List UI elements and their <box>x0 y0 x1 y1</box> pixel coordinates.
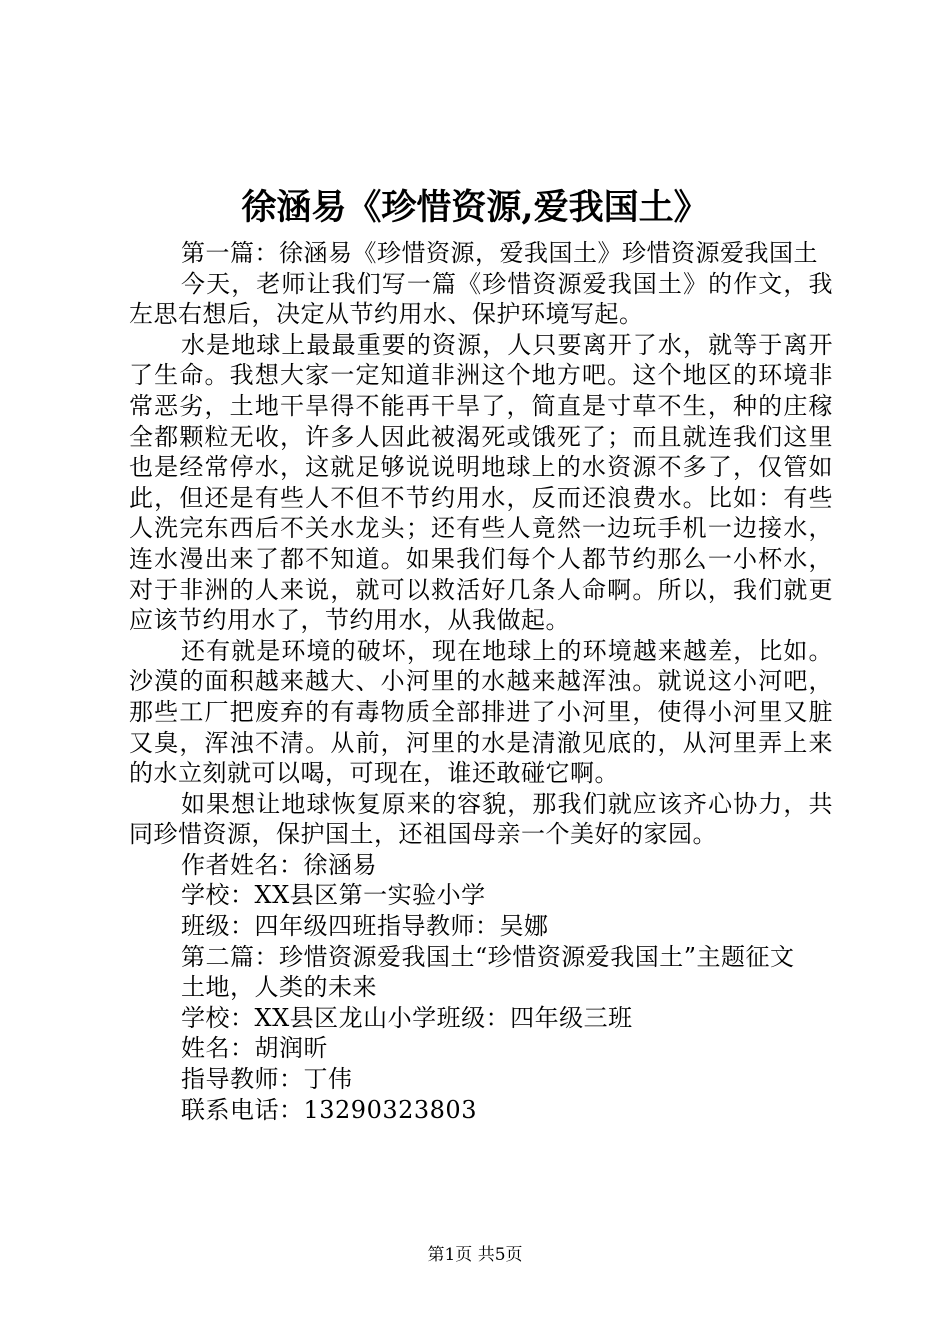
document-title: 徐涵易《珍惜资源,爱我国土》 <box>241 187 709 228</box>
second-school-class: 学校：XX县区龙山小学班级：四年级三班 <box>181 1003 633 1032</box>
second-teacher: 指导教师：丁伟 <box>181 1065 353 1094</box>
page-number-footer: 第1页 共5页 <box>427 1245 523 1265</box>
section-heading-second: 第二篇：珍惜资源爱我国土“珍惜资源爱我国土”主题征文 <box>181 942 795 971</box>
author-school: 学校：XX县区第一实验小学 <box>181 881 486 910</box>
document-body <box>129 238 833 1125</box>
author-class-teacher: 班级：四年级四班指导教师：吴娜 <box>181 912 549 941</box>
essay-subtitle: 土地，人类的未来 <box>181 973 377 1002</box>
second-author-name: 姓名：胡润昕 <box>181 1034 328 1063</box>
section-heading-first: 第一篇：徐涵易《珍惜资源，爱我国土》珍惜资源爱我国土 <box>181 239 818 267</box>
paragraph-intro: 今天，老师让我们写一篇《珍惜资源爱我国土》的作文，我左思右想后，决定从节约用水、保护环境写起。 <box>129 269 833 329</box>
paragraph-environment: 还有就是环境的破坏，现在地球上的环境越来越差，比如。沙漠的面积越来越大、小河里的水越来越浑浊。就说这小河吧，那些工厂把废弃的有毒物质全部排进了小河里，使得小河里又脏又臭，浑浊不清。从前，河里的水是清澈见底的，从河里弄上来的水立刻就可以喝，可现在，谁还敢碰它啊。 <box>129 636 833 788</box>
author-name: 作者姓名：徐涵易 <box>181 850 377 879</box>
contact-phone: 联系电话：13290323803 <box>181 1095 477 1124</box>
paragraph-conclusion: 如果想让地球恢复原来的容貌，那我们就应该齐心协力，共同珍惜资源，保护国土，还祖国母亲一个美好的家园。 <box>129 789 833 849</box>
paragraph-water: 水是地球上最最重要的资源，人只要离开了水，就等于离开了生命。我想大家一定知道非洲这个地方吧。这个地区的环境非常恶劣，土地干旱得不能再干旱了，简直是寸草不生，种的庄稼全都颗粒无收，许多人因此被渴死或饿死了；而且就连我们这里也是经常停水，这就足够说说明地球上的水资源不多了，仅管如此，但还是有些人不但不节约用水，反而还浪费水。比如：有些人洗完东西后不关水龙头；还有些人竟然一边玩手机一边接水，连水漫出来了都不知道。如果我们每个人都节约那么一小杯水，对于非洲的人来说，就可以救活好几条人命啊。所以，我们就更应该节约用水了，节约用水，从我做起。 <box>129 330 833 635</box>
